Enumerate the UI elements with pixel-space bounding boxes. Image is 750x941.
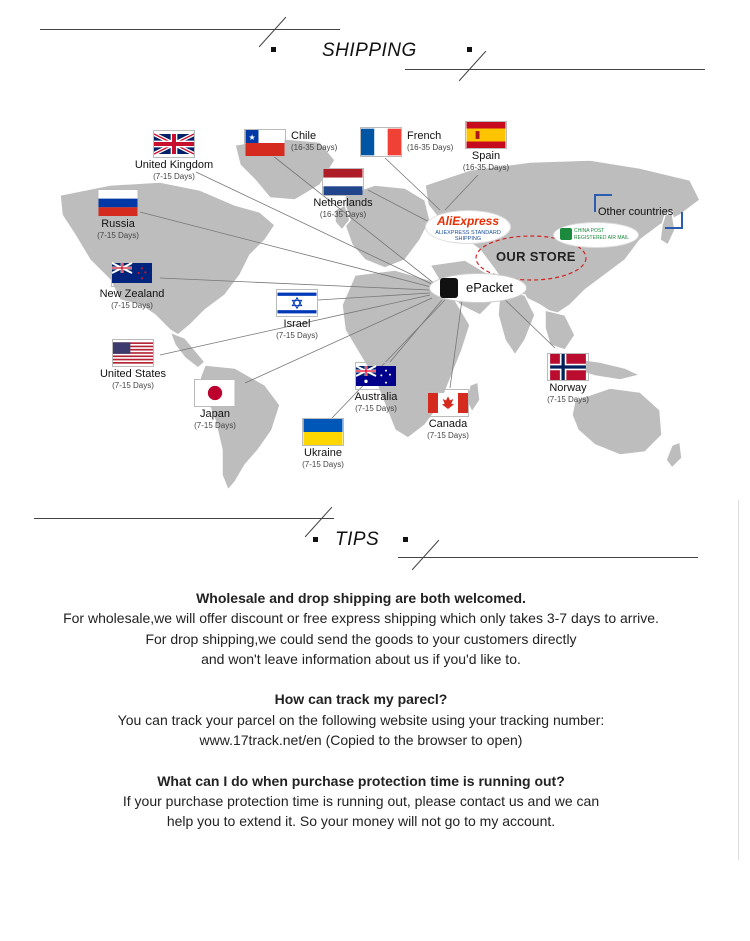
netherlands-flag-icon: [323, 169, 363, 195]
tip-tracking-line1: You can track your parcel on the following website using your tracking number:: [117, 711, 605, 728]
tips-bullet-right: [403, 537, 408, 542]
country-united-kingdom: [119, 131, 229, 182]
country-days: (7-15 Days): [276, 331, 318, 340]
aliexpress-subtitle: ALIEXPRESS STANDARD SHIPPING: [435, 230, 501, 242]
tip-tracking-title: How can track my parecl?: [274, 691, 448, 708]
tips-body: [0, 588, 722, 832]
epacket-label: ePacket: [466, 280, 513, 295]
country-norway: [513, 354, 623, 405]
france-flag-icon: [361, 128, 401, 156]
country-netherlands: [288, 169, 398, 220]
china-post-line1: CHINA POST: [574, 228, 605, 234]
country-name: Australia: [354, 391, 398, 403]
country-days: (7-15 Days): [97, 231, 139, 240]
header-bullet-right: [467, 47, 472, 52]
country-days: (7-15 Days): [547, 395, 589, 404]
our-store-label: OUR STORE: [496, 249, 576, 264]
country-name: Israel: [283, 318, 311, 330]
tip-wholesale-title: Wholesale and drop shipping are both welcomed.: [196, 590, 526, 606]
country-name: French: [407, 130, 442, 142]
other-countries-label: Other countries: [598, 206, 674, 218]
country-days: (16-35 Days): [407, 143, 454, 152]
tip-protection-title: What can I do when purchase protection time is running out?: [157, 772, 565, 789]
country-name: United States: [99, 368, 167, 380]
country-name: Japan: [200, 408, 230, 420]
country-canada: [393, 390, 503, 441]
header-bullet-left: [271, 47, 276, 52]
tip-protection-line1: If your purchase protection time is running out, please contact us and we can: [122, 792, 600, 809]
country-name: New Zealand: [99, 288, 165, 300]
tip-wholesale-line1: For wholesale,we will offer discount or free express shipping which only takes 3-7 days to arrive.: [63, 610, 659, 627]
australia-flag-icon: [356, 363, 396, 389]
new-zealand-flag-icon: [112, 260, 152, 286]
china-post-icon: [560, 228, 572, 240]
tip-wholesale-line3: and won't leave information about us if you'd like to.: [201, 650, 521, 667]
country-spain: [431, 122, 541, 173]
tips-slash-right: [412, 540, 440, 570]
country-name: Russia: [101, 218, 135, 230]
japan-flag-icon: [195, 380, 235, 406]
country-days: (16-35 Days): [291, 143, 338, 152]
tips-slash-left: [305, 507, 333, 537]
country-days: (7-15 Days): [355, 404, 397, 413]
right-edge-line: [738, 500, 739, 860]
country-name: United Kingdom: [134, 159, 214, 171]
epacket-icon: [440, 278, 458, 298]
svg-text:★: ★: [248, 132, 256, 142]
header-rule-left: [40, 29, 340, 30]
country-days: (16-35 Days): [319, 210, 367, 219]
new-zealand-shape: [666, 442, 682, 468]
country-name: Spain: [471, 150, 501, 162]
chile-flag-icon: [245, 130, 285, 156]
country-name: Ukraine: [304, 447, 342, 459]
country-days: (7-15 Days): [194, 421, 236, 430]
tip-wholesale-line2: For drop shipping,we could send the goods to your customers directly: [145, 630, 577, 647]
israel-flag-icon: [277, 290, 317, 316]
tip-tracking-link[interactable]: www.17track.net/en (Copied to the browser to open): [199, 732, 523, 749]
tip-protection-line2: help you to extend it. So your money will not go to my account.: [166, 813, 556, 830]
china-post-logo: [554, 223, 638, 247]
us-flag-icon: [113, 340, 153, 366]
country-days: (7-15 Days): [112, 381, 154, 390]
tips-rule-right: [398, 557, 698, 558]
country-new-zealand: [77, 260, 187, 311]
epacket-logo: [430, 274, 526, 302]
header-slash-right: [459, 51, 487, 81]
canada-flag-icon: [428, 390, 468, 416]
country-ukraine: [268, 419, 378, 470]
header-slash-left: [259, 17, 287, 47]
uk-flag-icon: [154, 131, 194, 157]
country-name: Netherlands: [313, 197, 373, 209]
spain-flag-icon: [466, 122, 506, 148]
china-post-line2: REGISTERED AIR MAIL: [574, 235, 630, 241]
country-days: (7-15 Days): [153, 172, 195, 181]
country-chile: [245, 130, 338, 161]
country-name: Norway: [549, 382, 587, 394]
country-japan: [160, 380, 270, 431]
ukraine-flag-icon: [303, 419, 343, 445]
country-russia: [63, 190, 173, 241]
country-days: (7-15 Days): [427, 431, 469, 440]
tips-heading: TIPS: [335, 529, 380, 550]
russia-flag-icon: [98, 190, 138, 216]
country-days: (7-15 Days): [111, 301, 153, 310]
country-french: [361, 128, 454, 161]
country-name: Canada: [428, 418, 468, 430]
country-israel: [242, 290, 352, 341]
aliexpress-logo: [426, 211, 510, 243]
country-days: (16-35 Days): [462, 163, 510, 172]
country-name: Chile: [291, 130, 317, 142]
header-rule-right: [405, 69, 705, 70]
tips-bullet-left: [313, 537, 318, 542]
country-days: (7-15 Days): [302, 460, 344, 469]
aliexpress-wordmark: AliExpress: [436, 214, 500, 228]
shipping-heading: SHIPPING: [322, 40, 417, 61]
tips-rule-left: [34, 518, 334, 519]
southeast-asia-shape: [545, 310, 575, 350]
norway-flag-icon: [548, 354, 588, 380]
